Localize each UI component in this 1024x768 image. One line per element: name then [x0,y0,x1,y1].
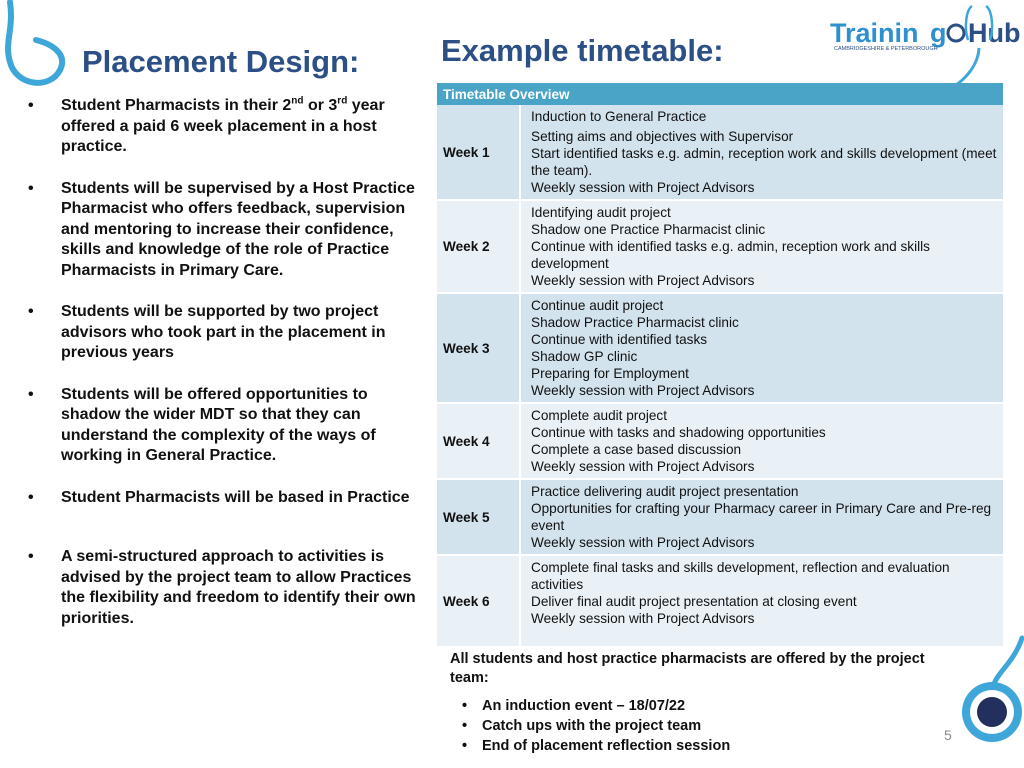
table-row [437,105,1003,200]
svg-text:g: g [930,18,947,48]
bullet-item: • Students will be offered opportunities to shadow the wider MDT so that they can understand the complexity of the ways of working in General Practice. [28,385,376,464]
list-item: • Catch ups with the project team [462,718,702,734]
placement-bullet-list [28,96,428,650]
week-label: Week 2 [437,200,520,293]
bullet-dot: • [28,303,34,320]
bullet-item: • Students will be supported by two project advisors who took part in the placement in previous years [28,303,386,361]
svg-text:Trainin: Trainin [830,18,919,48]
week-activities: Continue audit project Shadow Practice Pharmacist clinic Continue with identified tasks Shadow GP clinic Preparing for Employment Weekly session with Project Advisors [520,293,1003,403]
offer-intro: All students and host practice pharmacists are offered by the project team: [450,651,925,686]
week-label: Week 3 [437,293,520,403]
table-row [437,200,1003,293]
bullet-dot: • [462,698,468,714]
table-row [437,479,1003,555]
table-row [437,555,1003,647]
table-row [437,293,1003,403]
page-number: 5 [944,727,952,743]
stethoscope-curve-icon [0,0,70,96]
list-item: • End of placement reflection session [462,738,731,754]
timetable-header: Timetable Overview [437,83,1003,105]
table-row [437,403,1003,479]
week-activities: Induction to General Practice Setting aims and objectives with Supervisor Start identified tasks e.g. admin, reception work and skills development (meet the team). Weekly session with Project Advisors [520,105,1003,200]
week-activities: Identifying audit project Shadow one Practice Pharmacist clinic Continue with identified tasks e.g. admin, reception work and skills development Weekly session with Project Advisors [520,200,1003,293]
bullet-dot: • [462,738,468,754]
week-label: Week 5 [437,479,520,555]
week-activities: Complete final tasks and skills development, reflection and evaluation activities Deliver final audit project presentation at closing event Weekly session with Project Advisors [520,555,1003,647]
bullet-dot: • [28,488,34,506]
project-team-offer [450,650,930,756]
week-label: Week 6 [437,555,520,647]
svg-text:CAMBRIDGESHIRE & PETERBOROUGH: CAMBRIDGESHIRE & PETERBOROUGH [834,46,938,52]
bullet-dot: • [28,97,34,114]
list-item: • An induction event – 18/07/22 [462,698,686,714]
week-activities: Complete audit project Continue with tasks and shadowing opportunities Complete a case based discussion Weekly session with Project Advisors [520,403,1003,479]
bullet-item: • Students will be supervised by a Host Practice Pharmacist who offers feedback, supervision and mentoring to increase their confidence, skills and knowledge of the role of Practice Pharmacists in Primary Care. [28,179,415,279]
bullet-item: • A semi-structured approach to activities is advised by the project team to allow Practices the flexibility and freedom to identify their own priorities. [28,548,416,627]
bullet-dot: • [28,385,34,403]
week-label: Week 4 [437,403,520,479]
week-activities: Practice delivering audit project presentation Opportunities for crafting your Pharmacy career in Primary Care and Pre-reg event Weekly session with Project Advisors [520,479,1003,555]
bullet-item: • Student Pharmacists in their 2nd or 3rd year offered a paid 6 week placement in a host practice. [28,95,385,155]
bullet-dot: • [28,179,34,197]
svg-text:Hub: Hub [968,18,1021,48]
stethoscope-chestpiece-icon [954,632,1024,748]
example-timetable-title: Example timetable: [441,33,724,68]
week-label: Week 1 [437,105,520,200]
bullet-dot: • [28,548,34,565]
bullet-item: • Student Pharmacists will be based in Practice [28,488,428,509]
bullet-dot: • [462,718,468,734]
timetable-overview [437,83,1003,648]
offer-list [450,696,930,756]
placement-design-title: Placement Design: [82,44,360,79]
